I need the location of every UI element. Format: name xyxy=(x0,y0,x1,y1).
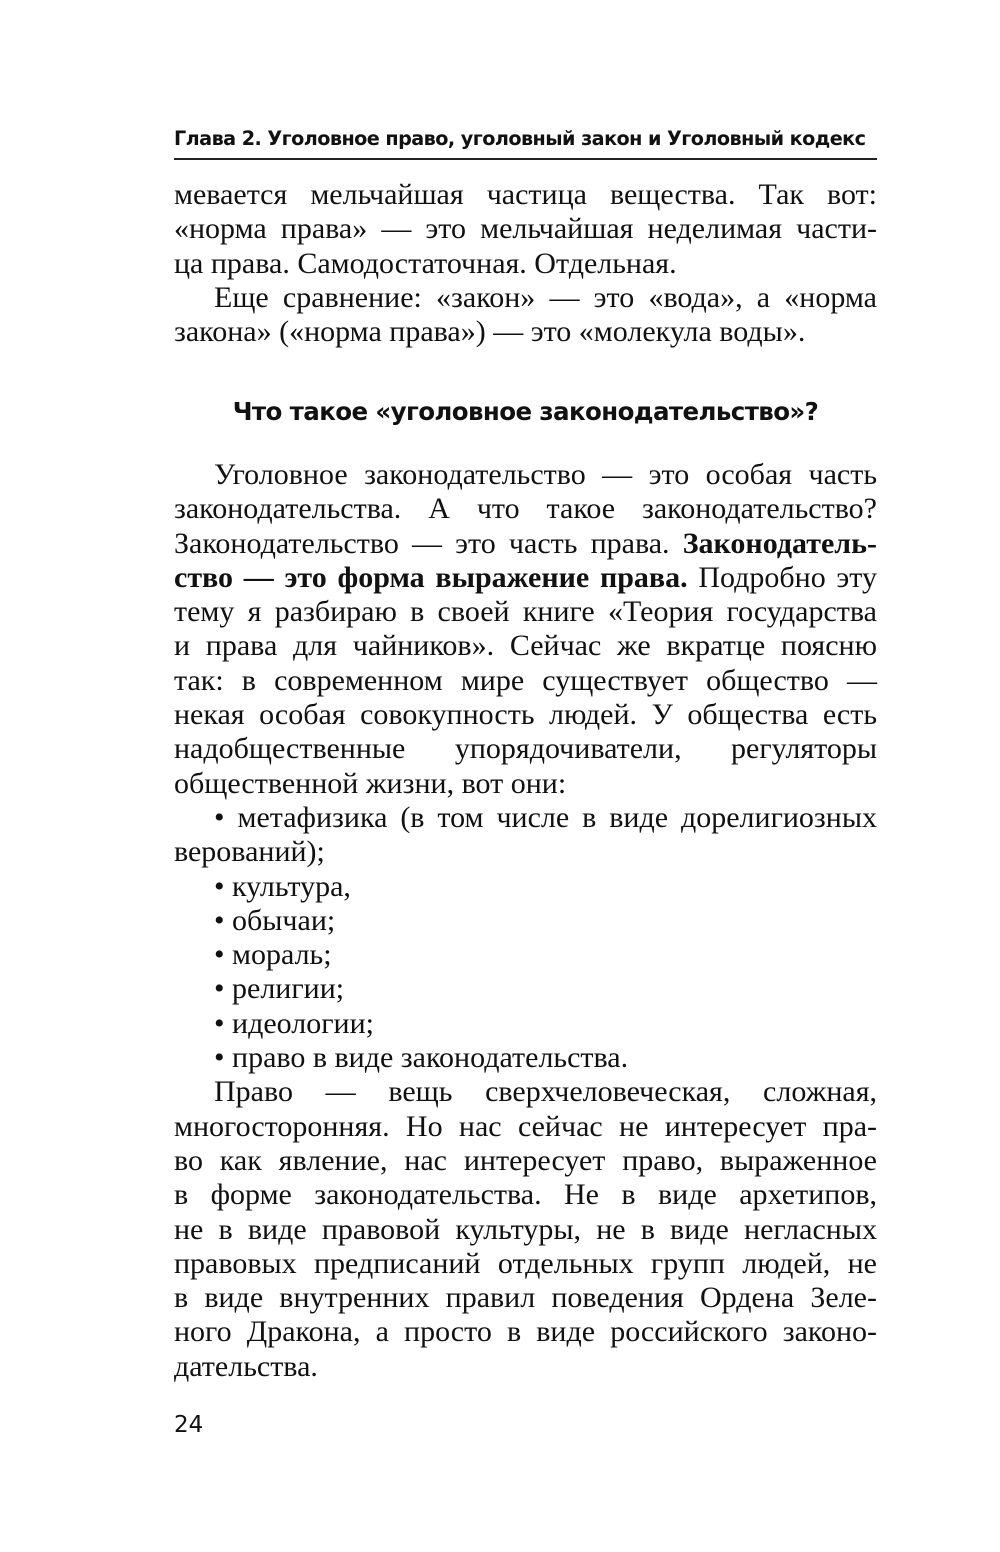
text-line: Право — вещь сверхчеловеческая, сложная, xyxy=(214,1075,877,1109)
text-line xyxy=(174,561,877,595)
list-item-text: религии; xyxy=(232,972,345,1006)
list-item xyxy=(174,938,877,972)
list-item-text: идеологии; xyxy=(232,1006,374,1040)
text-line: закона» («норма права») — это «молекула воды». xyxy=(174,315,806,349)
bold-text-run: Законодатель- xyxy=(682,526,877,560)
section-heading: Что такое «уголовное законодательство»? xyxy=(232,397,819,426)
bullet-icon: • xyxy=(214,972,225,1006)
text-line: дательства. xyxy=(174,1349,318,1383)
page-number: 24 xyxy=(174,1412,204,1438)
bullet-icon: • xyxy=(214,1006,225,1040)
list-item xyxy=(174,801,877,835)
list-item-text: мораль; xyxy=(232,938,332,972)
text-line: во как явление, нас интересует право, выраженное xyxy=(174,1143,877,1177)
regulators-list xyxy=(174,801,877,1075)
list-item xyxy=(174,904,877,938)
text-line: некая особая совокупность людей. У общества есть xyxy=(174,698,877,732)
text-line xyxy=(174,527,877,561)
text-line: Еще сравнение: «закон» — это «вода», а «норма xyxy=(214,280,877,314)
text-line: и права для чайников». Сейчас же вкратце поясню xyxy=(174,629,877,663)
list-item xyxy=(174,972,877,1006)
section-paragraph-2 xyxy=(174,1075,877,1384)
intro-text xyxy=(174,178,877,349)
section-paragraph-1 xyxy=(174,458,877,801)
text-run: Подробно эту xyxy=(687,560,878,594)
header-rule xyxy=(174,158,877,160)
text-line: «норма права» — это мельчайшая неделимая части- xyxy=(174,212,877,246)
running-head: Глава 2. Уголовное право, уголовный закон и Уголовный кодекс xyxy=(174,127,866,150)
text-run: Законодательство — это часть права. xyxy=(174,526,683,560)
bullet-icon: • xyxy=(214,869,225,903)
intro-paragraph-2 xyxy=(174,281,877,350)
text-line: многосторонняя. Но нас сейчас не интересует пра- xyxy=(174,1109,877,1143)
list-item-text: метафизика (в том числе в виде дорелигиозных xyxy=(237,800,877,834)
list-item-text: обычаи; xyxy=(232,903,336,937)
text-line: законодательства. А что такое законодательство? xyxy=(174,492,877,526)
text-line: не в виде правовой культуры, не в виде негласных xyxy=(174,1212,877,1246)
text-line: надобщественные упорядочиватели, регуляторы xyxy=(174,732,877,766)
text-line: общественной жизни, вот они: xyxy=(174,766,567,800)
text-line: в форме законодательства. Не в виде архетипов, xyxy=(174,1178,877,1212)
list-item xyxy=(174,1007,877,1041)
intro-paragraph-1 xyxy=(174,178,877,281)
bullet-icon: • xyxy=(214,938,225,972)
text-line: Уголовное законодательство — это особая часть xyxy=(214,458,877,491)
text-line: ного Дракона, а просто в виде российского законо- xyxy=(174,1315,877,1349)
bold-text-run: ство — это форма выражение права. xyxy=(174,560,688,594)
text-line: так: в современном мире существует общество — xyxy=(174,663,877,697)
book-page xyxy=(174,0,877,1552)
bullet-icon: • xyxy=(214,800,225,834)
section-text xyxy=(174,458,877,1384)
text-line: правовых предписаний отдельных групп людей, не xyxy=(174,1246,877,1280)
list-item xyxy=(174,870,877,904)
text-line: мевается мельчайшая частица вещества. Так вот: xyxy=(174,178,877,211)
text-line: тему я разбираю в своей книге «Теория государства xyxy=(174,595,877,629)
list-item xyxy=(174,1041,877,1075)
bullet-icon: • xyxy=(214,1041,225,1075)
list-item-continuation: верований); xyxy=(174,835,325,869)
list-item-text: культура, xyxy=(232,869,351,903)
bullet-icon: • xyxy=(214,903,225,937)
text-line: ца права. Самодостаточная. Отдельная. xyxy=(174,246,677,280)
text-line: в виде внутренних правил поведения Ордена Зеле- xyxy=(174,1281,877,1315)
list-item-text: право в виде законодательства. xyxy=(232,1041,629,1075)
